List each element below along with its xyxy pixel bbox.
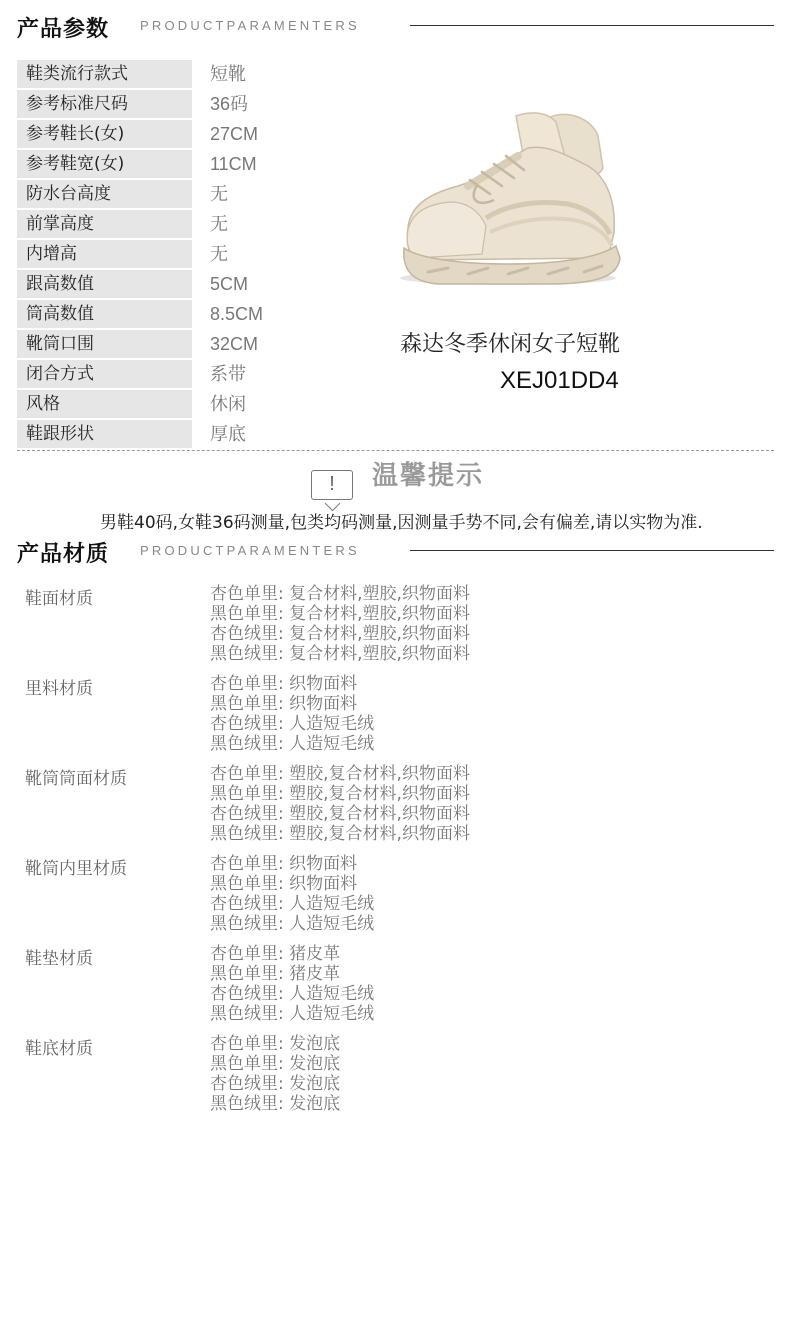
- param-label: 靴筒口围: [17, 330, 192, 358]
- shoe-illustration: [398, 108, 623, 290]
- param-label: 鞋类流行款式: [17, 60, 192, 88]
- material-line: 黑色单里: 塑胶,复合材料,织物面料: [210, 784, 470, 804]
- exclamation-icon: !: [311, 470, 353, 500]
- material-line: 杏色绒里: 塑胶,复合材料,织物面料: [210, 804, 470, 824]
- param-label: 闭合方式: [17, 360, 192, 388]
- material-line: 黑色绒里: 人造短毛绒: [210, 914, 375, 934]
- material-line: 黑色单里: 复合材料,塑胶,织物面料: [210, 604, 470, 624]
- material-line: 黑色绒里: 塑胶,复合材料,织物面料: [210, 824, 470, 844]
- param-row: [17, 180, 317, 208]
- param-row: [17, 150, 317, 178]
- param-label: 防水台高度: [17, 180, 192, 208]
- material-line: 黑色绒里: 人造短毛绒: [210, 1004, 375, 1024]
- params-section-title: 产品参数: [17, 17, 110, 42]
- param-value: 系带: [210, 364, 246, 384]
- material-lines: [210, 944, 374, 1024]
- params-section-divider: [410, 25, 774, 26]
- param-value: 无: [210, 184, 228, 204]
- param-label: 前掌高度: [17, 210, 192, 238]
- material-lines: [210, 1034, 340, 1114]
- materials-section-subtitle: PRODUCTPARAMENTERS: [140, 543, 360, 558]
- param-label: 筒高数值: [17, 300, 192, 328]
- materials-section-title: 产品材质: [17, 542, 110, 567]
- material-line: 杏色单里: 猪皮革: [210, 944, 341, 964]
- material-line: 杏色单里: 织物面料: [210, 674, 358, 694]
- param-label: 风格: [17, 390, 192, 418]
- material-line: 杏色绒里: 复合材料,塑胶,织物面料: [210, 624, 470, 644]
- material-line: 黑色单里: 发泡底: [210, 1054, 341, 1074]
- param-label: 内增高: [17, 240, 192, 268]
- material-line: 杏色绒里: 人造短毛绒: [210, 714, 375, 734]
- param-value: 5CM: [210, 274, 249, 294]
- param-row: [17, 420, 317, 448]
- tip-text: 男鞋40码,女鞋36码测量,包类均码测量,因测量手势不同,会有偏差,请以实物为准.: [100, 513, 703, 533]
- material-line: 黑色单里: 织物面料: [210, 694, 358, 714]
- param-label: 鞋跟形状: [17, 420, 192, 448]
- param-value: 无: [210, 214, 228, 234]
- param-row: [17, 300, 317, 328]
- param-label: 跟高数值: [17, 270, 192, 298]
- material-line: 黑色绒里: 发泡底: [210, 1094, 341, 1114]
- product-code: XEJ01DD4: [500, 367, 619, 394]
- param-row: [17, 360, 317, 388]
- material-line: 杏色绒里: 人造短毛绒: [210, 984, 375, 1004]
- material-lines: [210, 764, 470, 844]
- section-dashed-divider: [17, 450, 774, 451]
- material-label: 里料材质: [25, 679, 93, 699]
- product-name: 森达冬季休闲女子短靴: [400, 332, 621, 357]
- param-value: 8.5CM: [210, 304, 264, 324]
- param-row: [17, 330, 317, 358]
- material-label: 靴筒内里材质: [25, 859, 127, 879]
- material-lines: [210, 674, 374, 754]
- material-label: 靴筒筒面材质: [25, 769, 127, 789]
- material-line: 杏色单里: 塑胶,复合材料,织物面料: [210, 764, 470, 784]
- param-row: [17, 120, 317, 148]
- product-image: [398, 108, 623, 290]
- param-value: 无: [210, 244, 228, 264]
- tip-title: 温馨提示: [372, 461, 485, 491]
- material-label: 鞋底材质: [25, 1039, 93, 1059]
- param-value: 36码: [210, 94, 249, 114]
- param-row: [17, 390, 317, 418]
- param-value: 32CM: [210, 334, 259, 354]
- param-value: 厚底: [210, 424, 246, 444]
- material-line: 黑色单里: 猪皮革: [210, 964, 341, 984]
- material-line: 杏色绒里: 发泡底: [210, 1074, 341, 1094]
- material-line: 杏色单里: 复合材料,塑胶,织物面料: [210, 584, 470, 604]
- param-row: [17, 210, 317, 238]
- material-label: 鞋面材质: [25, 589, 93, 609]
- param-row: [17, 90, 317, 118]
- param-row: [17, 240, 317, 268]
- param-row: [17, 270, 317, 298]
- params-section-subtitle: PRODUCTPARAMENTERS: [140, 18, 360, 33]
- material-line: 黑色绒里: 人造短毛绒: [210, 734, 375, 754]
- material-line: 杏色单里: 发泡底: [210, 1034, 341, 1054]
- material-line: 黑色绒里: 复合材料,塑胶,织物面料: [210, 644, 470, 664]
- material-lines: [210, 584, 470, 664]
- material-line: 杏色单里: 织物面料: [210, 854, 358, 874]
- param-label: 参考鞋长(女): [17, 120, 192, 148]
- material-label: 鞋垫材质: [25, 949, 93, 969]
- param-value: 11CM: [210, 154, 257, 174]
- param-value: 短靴: [210, 64, 246, 84]
- material-line: 杏色绒里: 人造短毛绒: [210, 894, 375, 914]
- materials-section-divider: [410, 550, 774, 551]
- param-value: 休闲: [210, 394, 246, 414]
- param-label: 参考标准尺码: [17, 90, 192, 118]
- param-value: 27CM: [210, 124, 259, 144]
- material-lines: [210, 854, 374, 934]
- param-row: [17, 60, 317, 88]
- param-label: 参考鞋宽(女): [17, 150, 192, 178]
- material-line: 黑色单里: 织物面料: [210, 874, 358, 894]
